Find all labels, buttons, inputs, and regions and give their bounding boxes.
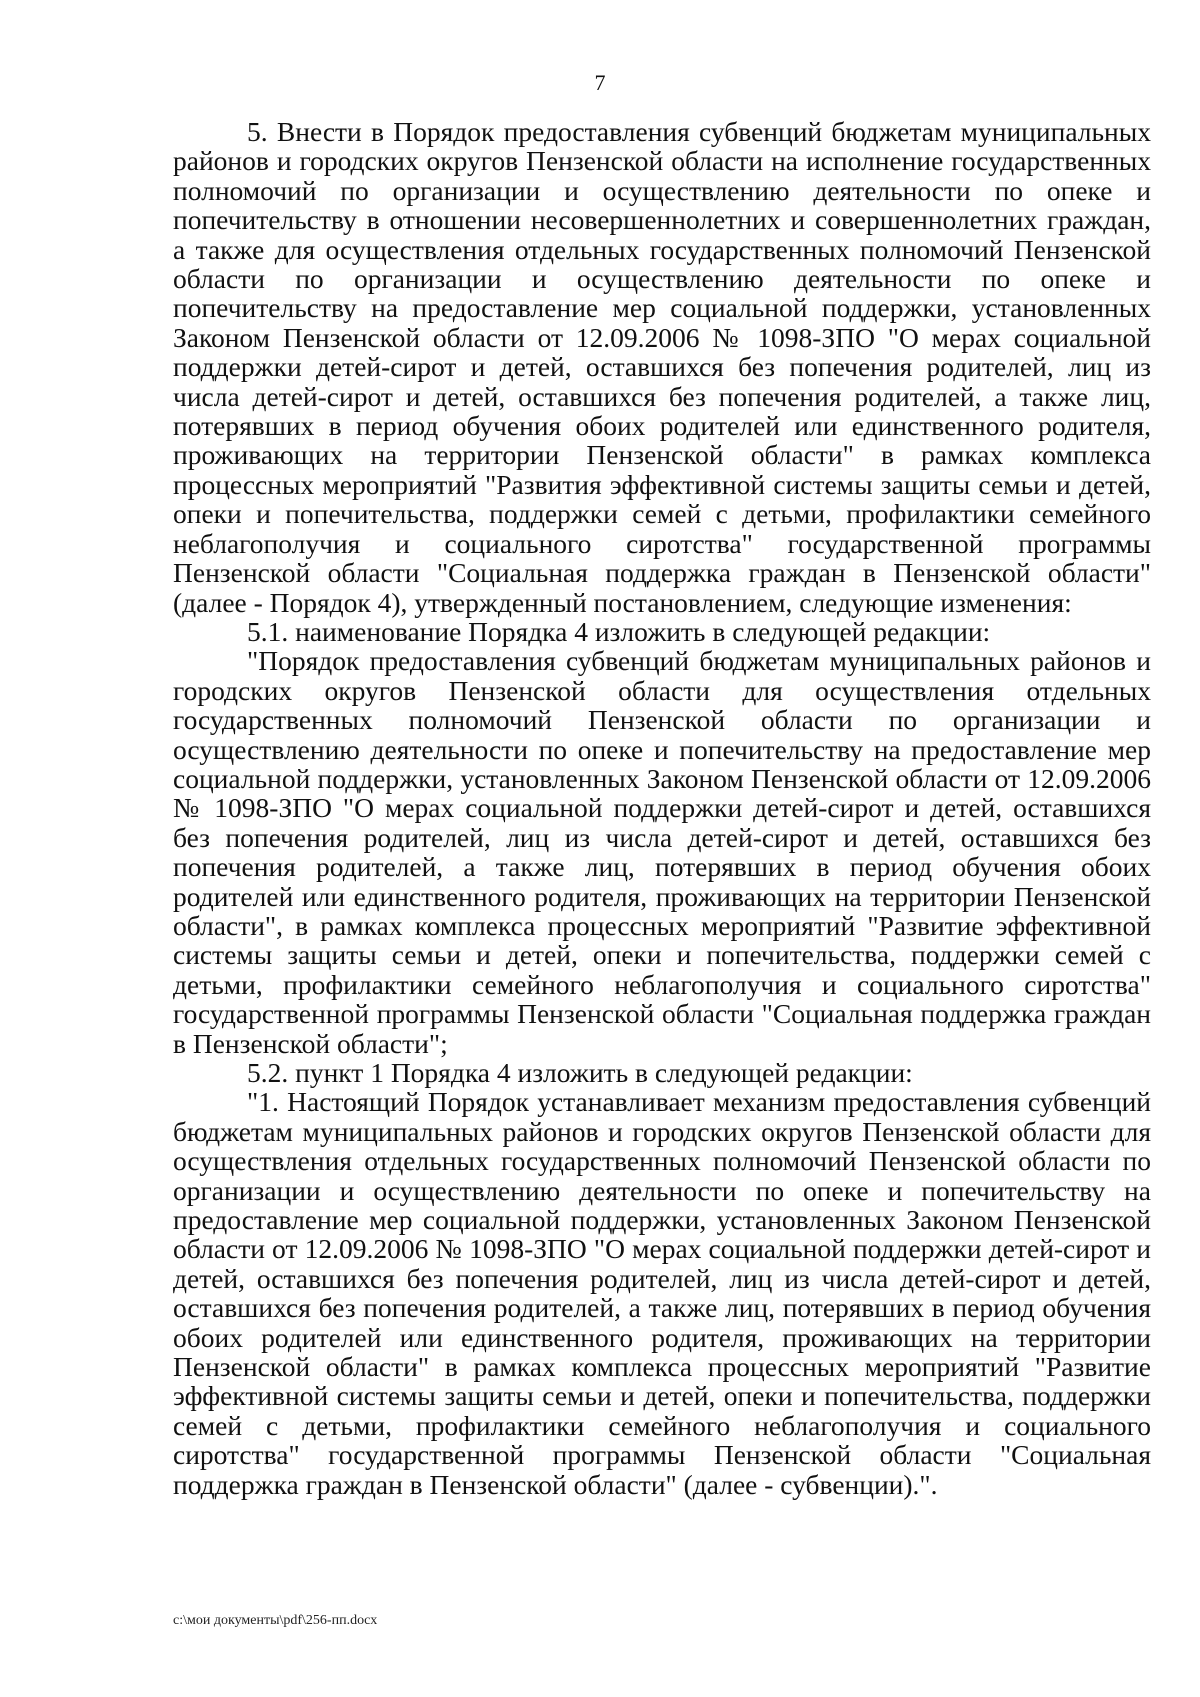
paragraph-quoted-point-1: "1. Настоящий Порядок устанавливает механизм предоставления субвенций бюджетам муниципальных районов и городских округов Пензенской области для осуществления отдельных государственных полномочий Пензенской области по организации и осуществлению деятельности по опеке и попечительству на предоставление мер социальной поддержки, установленных Законом Пензенской области от 12.09.2006 № 1098-ЗПО "О мерах социальной поддержки детей-сирот и детей, оставшихся без попечения родителей, лиц из числа детей-сирот и детей, оставшихся без попечения родителей, а также лиц, потерявших в период обучения обоих родителей или единственного родителя, проживающих на территории Пензенской области" в рамках комплекса процессных мероприятий "Развитие эффективной системы защиты семьи и детей, опеки и попечительства, поддержки семей с детьми, профилактики семейного неблагополучия и социального сиротства" государственной программы Пензенской области "Социальная поддержка граждан в Пензенской области" (далее - субвенции).".	[173, 1086, 1151, 1500]
page-number: 7	[594, 70, 606, 95]
paragraph-quoted-title: "Порядок предоставления субвенций бюджетам муниципальных районов и городских округов Пензенской области для осуществления отдельных государственных полномочий Пензенской области по организации и осуществлению деятельности по опеке и попечительству на предоставление мер социальной поддержки, установленных Законом Пензенской области от 12.09.2006 № 1098-ЗПО "О мерах социальной поддержки детей-сирот и детей, оставшихся без попечения родителей, лиц из числа детей-сирот и детей, оставшихся без попечения родителей, а также лиц, потерявших в период обучения обоих родителей или единственного родителя, проживающих на территории Пензенской области", в рамках комплекса процессных мероприятий "Развитие эффективной системы защиты семьи и детей, опеки и попечительства, поддержки семей с детьми, профилактики семейного неблагополучия и социального сиротства" государственной программы Пензенской области "Социальная поддержка граждан в Пензенской области";	[173, 645, 1151, 1059]
paragraph-item-5-2: 5.2. пункт 1 Порядка 4 изложить в следующей редакции:	[247, 1057, 913, 1088]
footer-file-path: c:\мои документы\pdf\256-пп.docx	[173, 1613, 378, 1628]
paragraph-item-5: 5. Внести в Порядок предоставления субвенций бюджетам муниципальных районов и городских округов Пензенской области на исполнение государственных полномочий по организации и осуществлению деятельности по опеке и попечительству в отношении несовершеннолетних и совершеннолетних граждан, а также для осуществления отдельных государственных полномочий Пензенской области по организации и осуществлению деятельности по опеке и попечительству на предоставление мер социальной поддержки, установленных Законом Пензенской области от 12.09.2006 № 1098-ЗПО "О мерах социальной поддержки детей-сирот и детей, оставшихся без попечения родителей, лиц из числа детей-сирот и детей, оставшихся без попечения родителей, а также лиц, потерявших в период обучения обоих родителей или единственного родителя, проживающих на территории Пензенской области" в рамках комплекса процессных мероприятий "Развития эффективной системы защиты семьи и детей, опеки и попечительства, поддержки семей с детьми, профилактики семейного неблагополучия и социального сиротства" государственной программы Пензенской области "Социальная поддержка граждан в Пензенской области" (далее - Порядок 4), утвержденный постановлением, следующие изменения:	[173, 116, 1151, 618]
paragraph-item-5-1: 5.1. наименование Порядка 4 изложить в следующей редакции:	[247, 615, 991, 647]
document-body	[173, 117, 1151, 1499]
